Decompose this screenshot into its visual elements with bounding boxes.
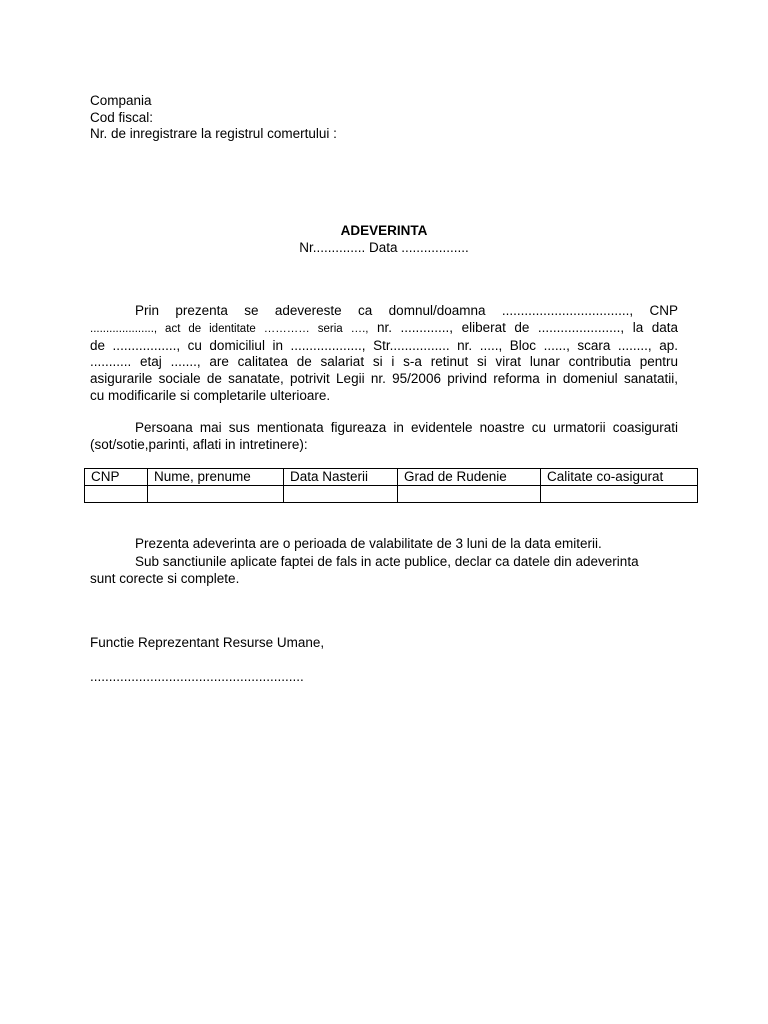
coinsured-table bbox=[84, 468, 698, 503]
tax-code-label: Cod fiscal: bbox=[90, 109, 154, 125]
company-label: Compania bbox=[90, 93, 152, 108]
number-date-line: Nr.............. Data .................. bbox=[299, 239, 469, 255]
table-header-row bbox=[85, 469, 698, 486]
title-block bbox=[0, 223, 768, 256]
column-header-coinsured-status: Calitate co-asigurat bbox=[541, 469, 698, 486]
validity-statement bbox=[90, 535, 678, 588]
table-cell bbox=[148, 486, 284, 503]
id-document-fields: ...................., act de identitate ………… seria …., bbox=[90, 322, 369, 335]
table-cell bbox=[398, 486, 541, 503]
document-title: ADEVERINTA bbox=[340, 223, 428, 238]
registry-number-label: Nr. de inregistrare la registrul comertului : bbox=[90, 126, 337, 141]
company-header bbox=[90, 93, 337, 143]
declaration-line: Sub sanctiunile aplicate faptei de fals in acte publice, declar ca datele din adeverinta bbox=[135, 553, 639, 569]
signature-role: Functie Reprezentant Resurse Umane, bbox=[90, 635, 325, 650]
column-header-cnp: CNP bbox=[85, 469, 148, 486]
paragraph-line: cu modificarile si completarile ulterioare. bbox=[90, 387, 331, 403]
paragraph-line bbox=[90, 320, 678, 338]
paragraph-line: asigurarile sociale de sanatate, potrivit Legii nr. 95/2006 privind reforma in domeniul sanatatii, bbox=[90, 371, 678, 387]
declaration-line-end: sunt corecte si complete. bbox=[90, 571, 240, 586]
certification-paragraph bbox=[90, 303, 678, 405]
coinsured-paragraph: Persoana mai sus mentionata figureaza in evidentele noastre cu urmatorii coasigurati (sot/sotie,parinti, aflati in intretinere): bbox=[90, 420, 678, 452]
signature-line: ......................................................... bbox=[90, 669, 304, 684]
column-header-name: Nume, prenume bbox=[148, 469, 284, 486]
paragraph-line: Prin prezenta se adevereste ca domnul/doamna .................................., CNP bbox=[135, 303, 678, 318]
issue-fields: nr. ............., eliberat de ......................, la data bbox=[368, 319, 678, 335]
column-header-birth-date: Data Nasterii bbox=[284, 469, 398, 486]
table-cell bbox=[85, 486, 148, 503]
paragraph-line: de ................., cu domiciliul in ..................., Str................ nr. ....., Bloc ......, scara ........, ap. bbox=[90, 337, 678, 353]
paragraph-line: ........... etaj ......., are calitatea de salariat si i s-a retinut si virat lunar contributia pentru bbox=[90, 354, 678, 370]
table-cell bbox=[284, 486, 398, 503]
validity-line: Prezenta adeverinta are o perioada de valabilitate de 3 luni de la data emiterii. bbox=[135, 536, 602, 551]
column-header-relationship: Grad de Rudenie bbox=[398, 469, 541, 486]
table-cell bbox=[541, 486, 698, 503]
table-row bbox=[85, 486, 698, 503]
